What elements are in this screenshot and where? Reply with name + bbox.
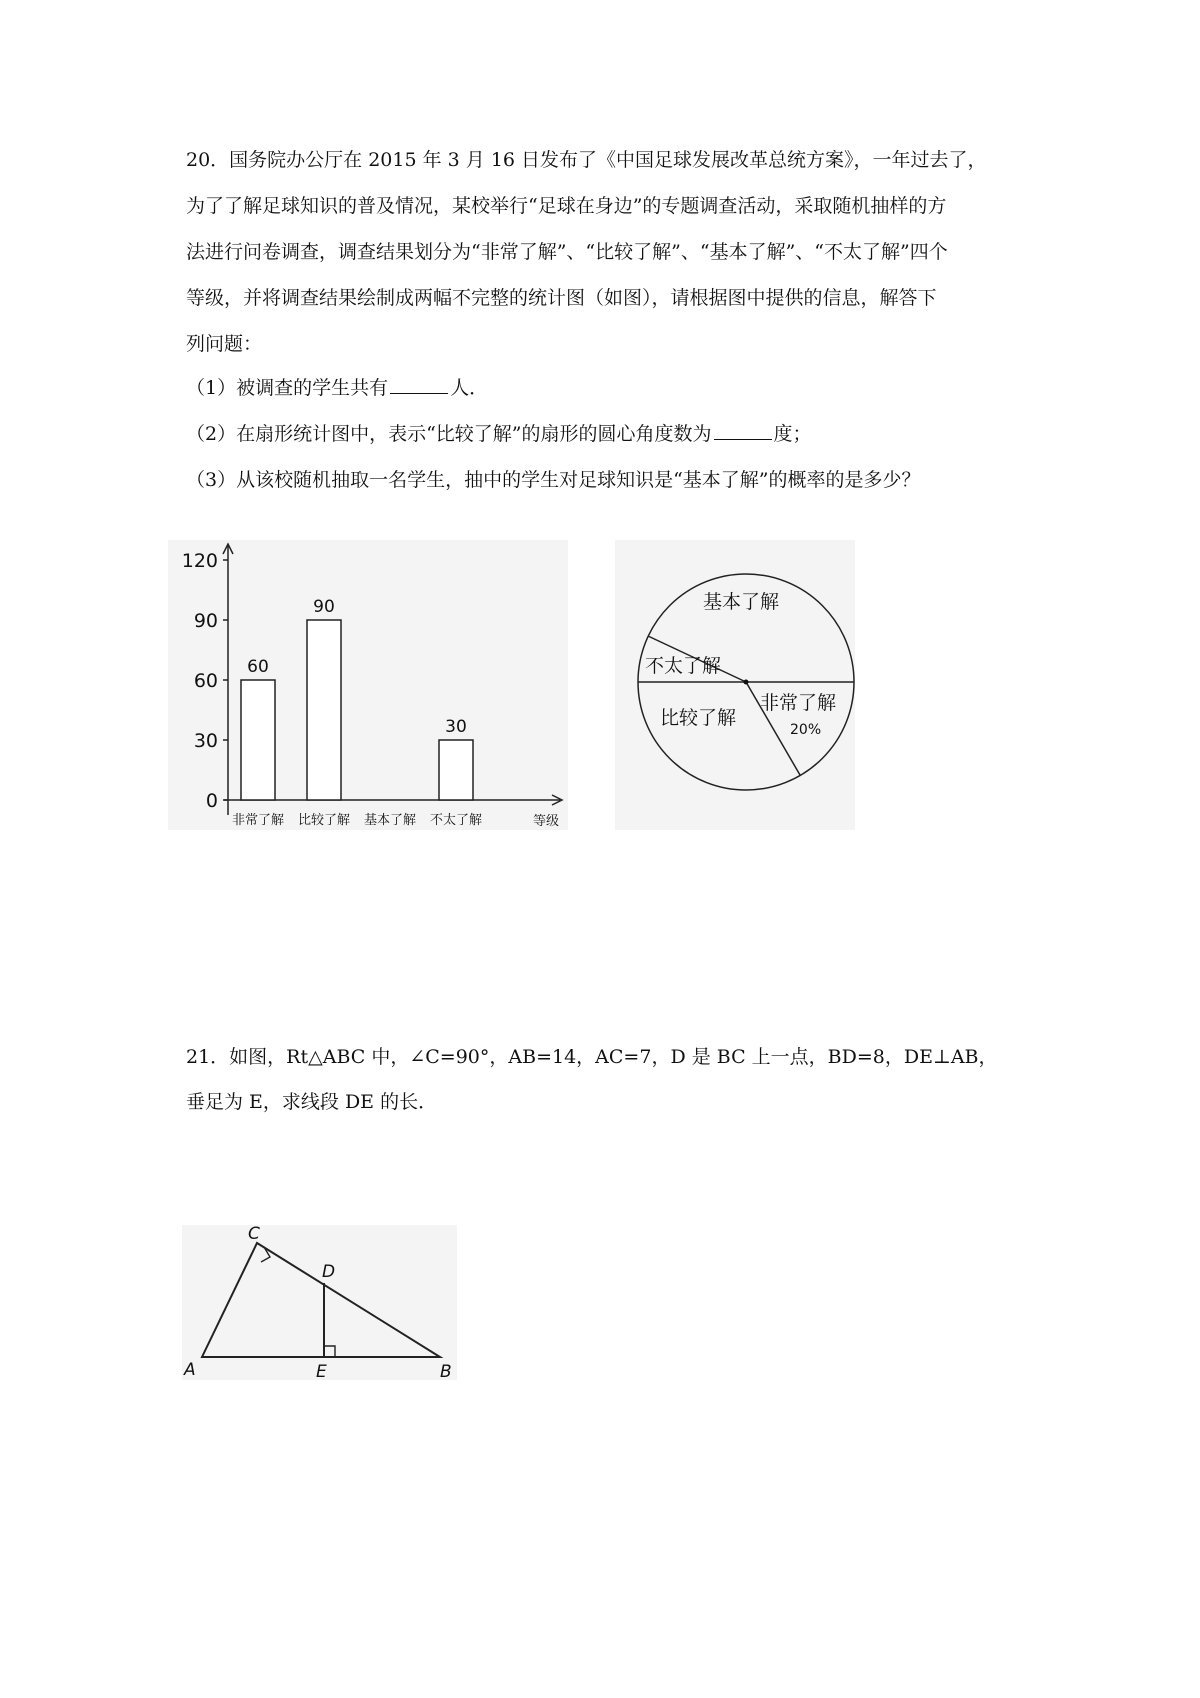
pie-center-dot — [744, 680, 749, 685]
q20-sub2-post: 度； — [773, 423, 812, 445]
pie-chart — [615, 540, 855, 830]
answer-blank-1 — [390, 377, 448, 394]
point-label-a: A — [184, 1360, 196, 1380]
q20-line-4: 等级，并将调查结果绘制成两幅不完整的统计图（如图），请根据图中提供的信息，解答下 — [186, 287, 937, 309]
bar — [241, 680, 275, 800]
triangle-diagram — [182, 1225, 457, 1380]
answer-blank-2 — [714, 423, 772, 440]
y-tick-label: 30 — [193, 730, 218, 752]
point-label-d: D — [322, 1262, 336, 1282]
bar-value-label: 30 — [445, 717, 467, 737]
y-tick-label: 0 — [205, 790, 218, 812]
pie-label-bijiao: 比较了解 — [660, 707, 737, 729]
q20-sub2-pre: （2）在扇形统计图中，表示“比较了解”的扇形的圆心角度数为 — [186, 423, 712, 445]
point-label-b: B — [440, 1362, 452, 1380]
pie-chart-background — [615, 540, 855, 830]
bar-chart — [168, 540, 568, 830]
q20-line-2: 为了了解足球知识的普及情况，某校举行“足球在身边”的专题调查活动，采取随机抽样的方 — [186, 195, 947, 217]
x-category-label: 基本了解 — [363, 813, 417, 828]
pie-chart-svg — [615, 540, 855, 830]
q20-sub1-post: 人． — [450, 377, 489, 399]
pie-label-feichang: 非常了解 — [760, 692, 837, 714]
q20-sub1 — [186, 376, 488, 400]
point-label-c: C — [248, 1225, 260, 1244]
y-tick-label: 60 — [193, 670, 218, 692]
q20-line-1: 20．国务院办公厅在 2015 年 3 月 16 日发布了《中国足球发展改革总统方案》，一年过去了， — [186, 149, 987, 171]
x-category-label: 不太了解 — [429, 813, 483, 828]
y-tick-label: 90 — [193, 610, 218, 632]
x-axis-label: 等级 — [533, 814, 560, 829]
q21-line-1: 21．如图，Rt△ABC 中，∠C=90°，AB=14，AC=7，D 是 BC 上一点，BD=8，DE⊥AB， — [186, 1046, 998, 1068]
q20-sub3: （3）从该校随机抽取一名学生，抽中的学生对足球知识是“基本了解”的概率的是多少？ — [186, 469, 921, 491]
pie-annotation-percent: 20% — [790, 722, 822, 738]
q20-line-5: 列问题： — [186, 333, 263, 355]
pie-label-butai: 不太了解 — [645, 655, 722, 677]
bar-value-label: 60 — [247, 657, 269, 677]
q20-line-3: 法进行问卷调查，调查结果划分为“非常了解”、“比较了解”、“基本了解”、“不太了解”四个 — [186, 241, 948, 263]
bar — [439, 740, 473, 800]
bar-value-label: 90 — [313, 597, 335, 617]
point-label-e: E — [316, 1362, 327, 1380]
q20-sub1-pre: （1）被调查的学生共有 — [186, 377, 389, 399]
triangle-svg — [182, 1225, 457, 1380]
bar — [307, 620, 341, 800]
q21-line-2: 垂足为 E，求线段 DE 的长． — [186, 1091, 438, 1113]
x-category-label: 比较了解 — [297, 813, 351, 828]
q20-sub2 — [186, 422, 812, 446]
x-category-label: 非常了解 — [231, 813, 285, 828]
pie-label-jiben: 基本了解 — [703, 591, 780, 613]
bar-chart-svg — [168, 540, 568, 830]
y-tick-label: 120 — [181, 550, 218, 572]
